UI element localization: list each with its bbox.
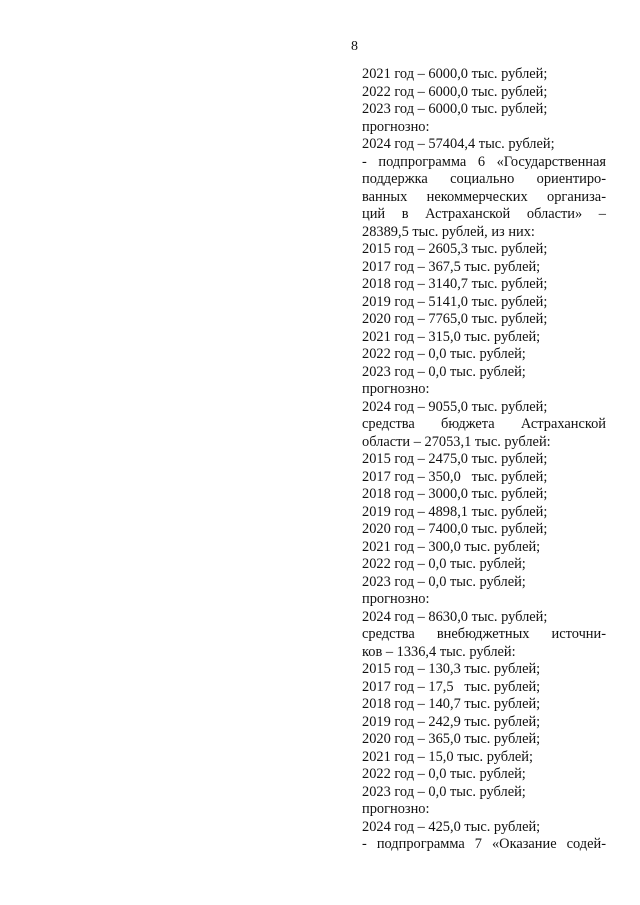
text-line: 2023 год – 6000,0 тыс. рублей;: [362, 101, 548, 117]
text-line: 2022 год – 6000,0 тыс. рублей;: [362, 83, 548, 100]
text-line: ванных некоммерческих организа-: [362, 188, 606, 205]
text-line: 2023 год – 0,0 тыс. рублей;: [362, 783, 526, 800]
text-line: поддержка социально ориентиро-: [362, 171, 606, 187]
text-column: [362, 66, 606, 854]
text-line: - подпрограмма 7 «Оказание содей-: [362, 836, 606, 852]
text-line: 2017 год – 17,5 тыс. рублей;: [362, 678, 541, 695]
text-line: 2015 год – 2475,0 тыс. рублей;: [362, 451, 548, 467]
text-line: прогнозно:: [362, 381, 430, 397]
text-line: прогнозно:: [362, 801, 430, 817]
text-line: 2024 год – 9055,0 тыс. рублей;: [362, 398, 548, 415]
text-line: 2022 год – 0,0 тыс. рублей;: [362, 346, 526, 362]
text-line: 2019 год – 5141,0 тыс. рублей;: [362, 293, 548, 310]
text-line: 2021 год – 6000,0 тыс. рублей;: [362, 66, 548, 82]
text-line: 2022 год – 0,0 тыс. рублей;: [362, 766, 526, 782]
text-line: 2024 год – 8630,0 тыс. рублей;: [362, 608, 548, 625]
text-line: 2020 год – 7765,0 тыс. рублей;: [362, 311, 548, 327]
page-number: 8: [351, 39, 358, 54]
text-line: прогнозно:: [362, 591, 430, 607]
text-line: 2018 год – 3000,0 тыс. рублей;: [362, 486, 548, 502]
text-line: 2020 год – 365,0 тыс. рублей;: [362, 731, 541, 747]
text-line: ков – 1336,4 тыс. рублей:: [362, 643, 516, 660]
text-line: 2020 год – 7400,0 тыс. рублей;: [362, 521, 548, 537]
text-line: 2021 год – 300,0 тыс. рублей;: [362, 538, 541, 555]
text-line: 2018 год – 140,7 тыс. рублей;: [362, 696, 541, 712]
text-line: 2023 год – 0,0 тыс. рублей;: [362, 363, 526, 380]
text-line: 2021 год – 315,0 тыс. рублей;: [362, 328, 541, 345]
text-line: 2022 год – 0,0 тыс. рублей;: [362, 556, 526, 572]
text-line: 2019 год – 242,9 тыс. рублей;: [362, 713, 541, 730]
text-line: 2019 год – 4898,1 тыс. рублей;: [362, 503, 548, 520]
text-line: ций в Астраханской области» –: [362, 206, 606, 222]
text-line: 28389,5 тыс. рублей, из них:: [362, 223, 535, 240]
text-line: средства внебюджетных источни-: [362, 626, 606, 642]
text-line: 2023 год – 0,0 тыс. рублей;: [362, 573, 526, 590]
text-line: области – 27053,1 тыс. рублей:: [362, 433, 551, 450]
text-line: средства бюджета Астраханской: [362, 416, 606, 432]
text-line: 2015 год – 2605,3 тыс. рублей;: [362, 241, 548, 257]
text-line: 2024 год – 57404,4 тыс. рублей;: [362, 136, 555, 152]
text-line: 2018 год – 3140,7 тыс. рублей;: [362, 276, 548, 292]
text-line: 2017 год – 350,0 тыс. рублей;: [362, 468, 548, 485]
text-line: 2024 год – 425,0 тыс. рублей;: [362, 818, 541, 835]
text-line: 2021 год – 15,0 тыс. рублей;: [362, 748, 533, 765]
text-line: 2017 год – 367,5 тыс. рублей;: [362, 258, 541, 275]
text-line: 2015 год – 130,3 тыс. рублей;: [362, 661, 541, 677]
text-line: - подпрограмма 6 «Государственная: [362, 153, 606, 170]
text-line: прогнозно:: [362, 118, 430, 135]
